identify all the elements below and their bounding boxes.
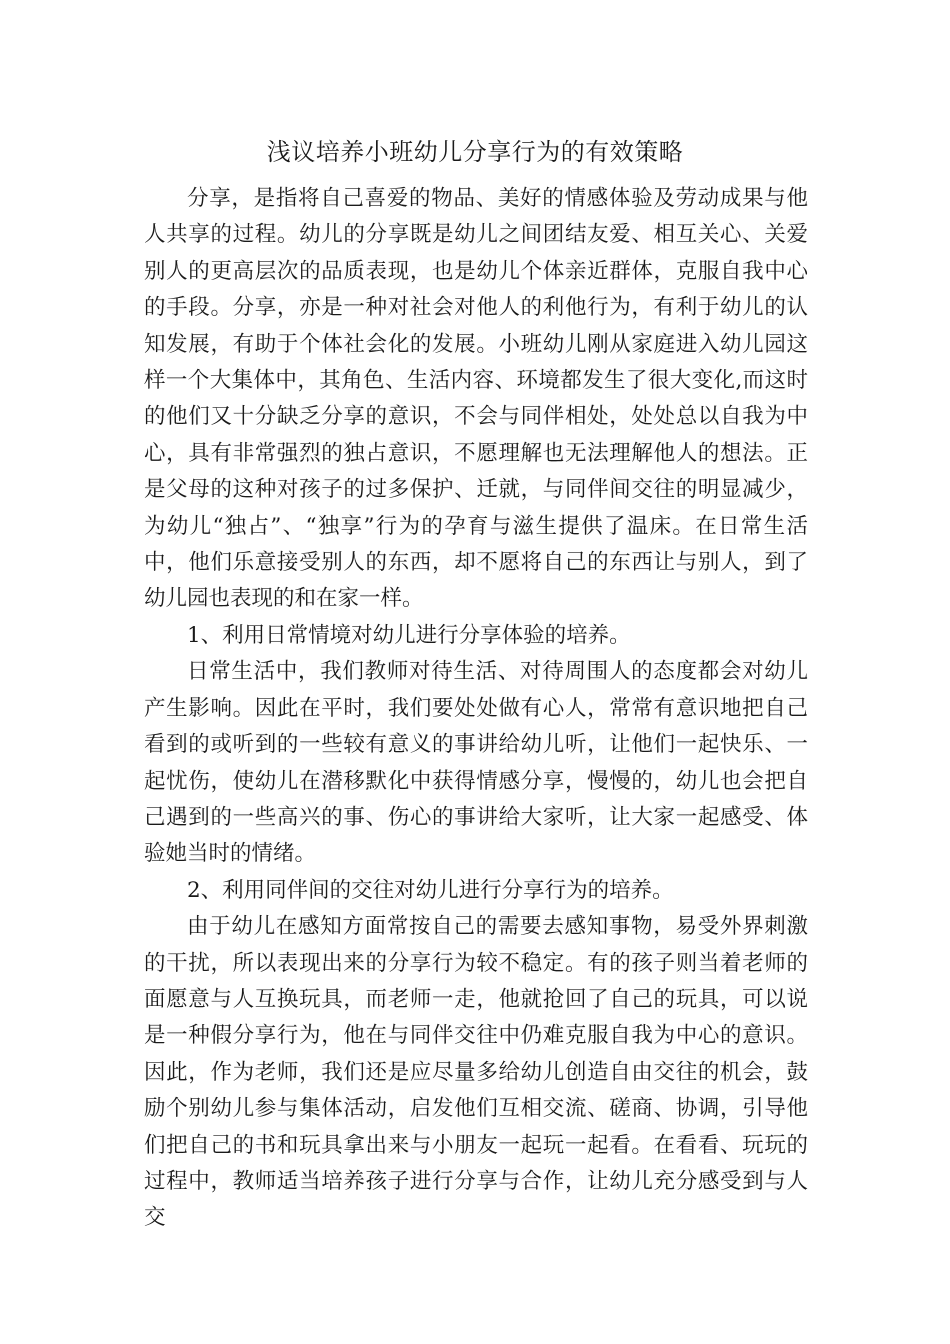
paragraph-section-1: 日常生活中，我们教师对待生活、对待周围人的态度都会对幼儿产生影响。因此在平时，我们要处处做有心人，常常有意识地把自己看到的或听到的一些较有意义的事讲给幼儿听，让他们一起快乐、一起忧伤，使幼儿在潜移默化中获得情感分享，慢慢的，幼儿也会把自己遇到的一些高兴的事、伤心的事讲给大家听，让大家一起感受、体验她当时的情绪。 [144,659,808,867]
document-body [144,181,808,1237]
document-title: 浅议培养小班幼儿分享行为的有效策略 [266,138,684,166]
section-heading-1: 1、利用日常情境对幼儿进行分享体验的培养。 [187,622,631,648]
section-heading-2: 2、利用同伴间的交往对幼儿进行分享行为的培养。 [187,877,674,903]
paragraph-intro: 分享，是指将自己喜爱的物品、美好的情感体验及劳动成果与他人共享的过程。幼儿的分享既是幼儿之间团结友爱、相互关心、关爱别人的更高层次的品质表现，也是幼儿个体亲近群体，克服自我中心的手段。分享，亦是一种对社会对他人的利他行为，有利于幼儿的认知发展，有助于个体社会化的发展。小班幼儿刚从家庭进入幼儿园这样一个大集体中，其角色、生活内容、环境都发生了很大变化,而这时的他们又十分缺乏分享的意识，不会与同伴相处，处处总以自我为中心，具有非常强烈的独占意识，不愿理解也无法理解他人的想法。正是父母的这种对孩子的过多保护、迁就，与同伴间交往的明显减少，为幼儿“独占”、“独享”行为的孕育与滋生提供了温床。在日常生活中，他们乐意接受别人的东西，却不愿将自己的东西让与别人，到了幼儿园也表现的和在家一样。 [144,186,808,612]
paragraph-section-2: 由于幼儿在感知方面常按自己的需要去感知事物，易受外界刺激的干扰，所以表现出来的分享行为较不稳定。有的孩子则当着老师的面愿意与人互换玩具，而老师一走，他就抢回了自己的玩具，可以说是一种假分享行为，他在与同伴交往中仍难克服自我为中心的意识。因此，作为老师，我们还是应尽量多给幼儿创造自由交往的机会，鼓励个别幼儿参与集体活动，启发他们互相交流、磋商、协调，引导他们把自己的书和玩具拿出来与小朋友一起玩一起看。在看看、玩玩的过程中，教师适当培养孩子进行分享与合作，让幼儿充分感受到与人交 [144,914,808,1231]
